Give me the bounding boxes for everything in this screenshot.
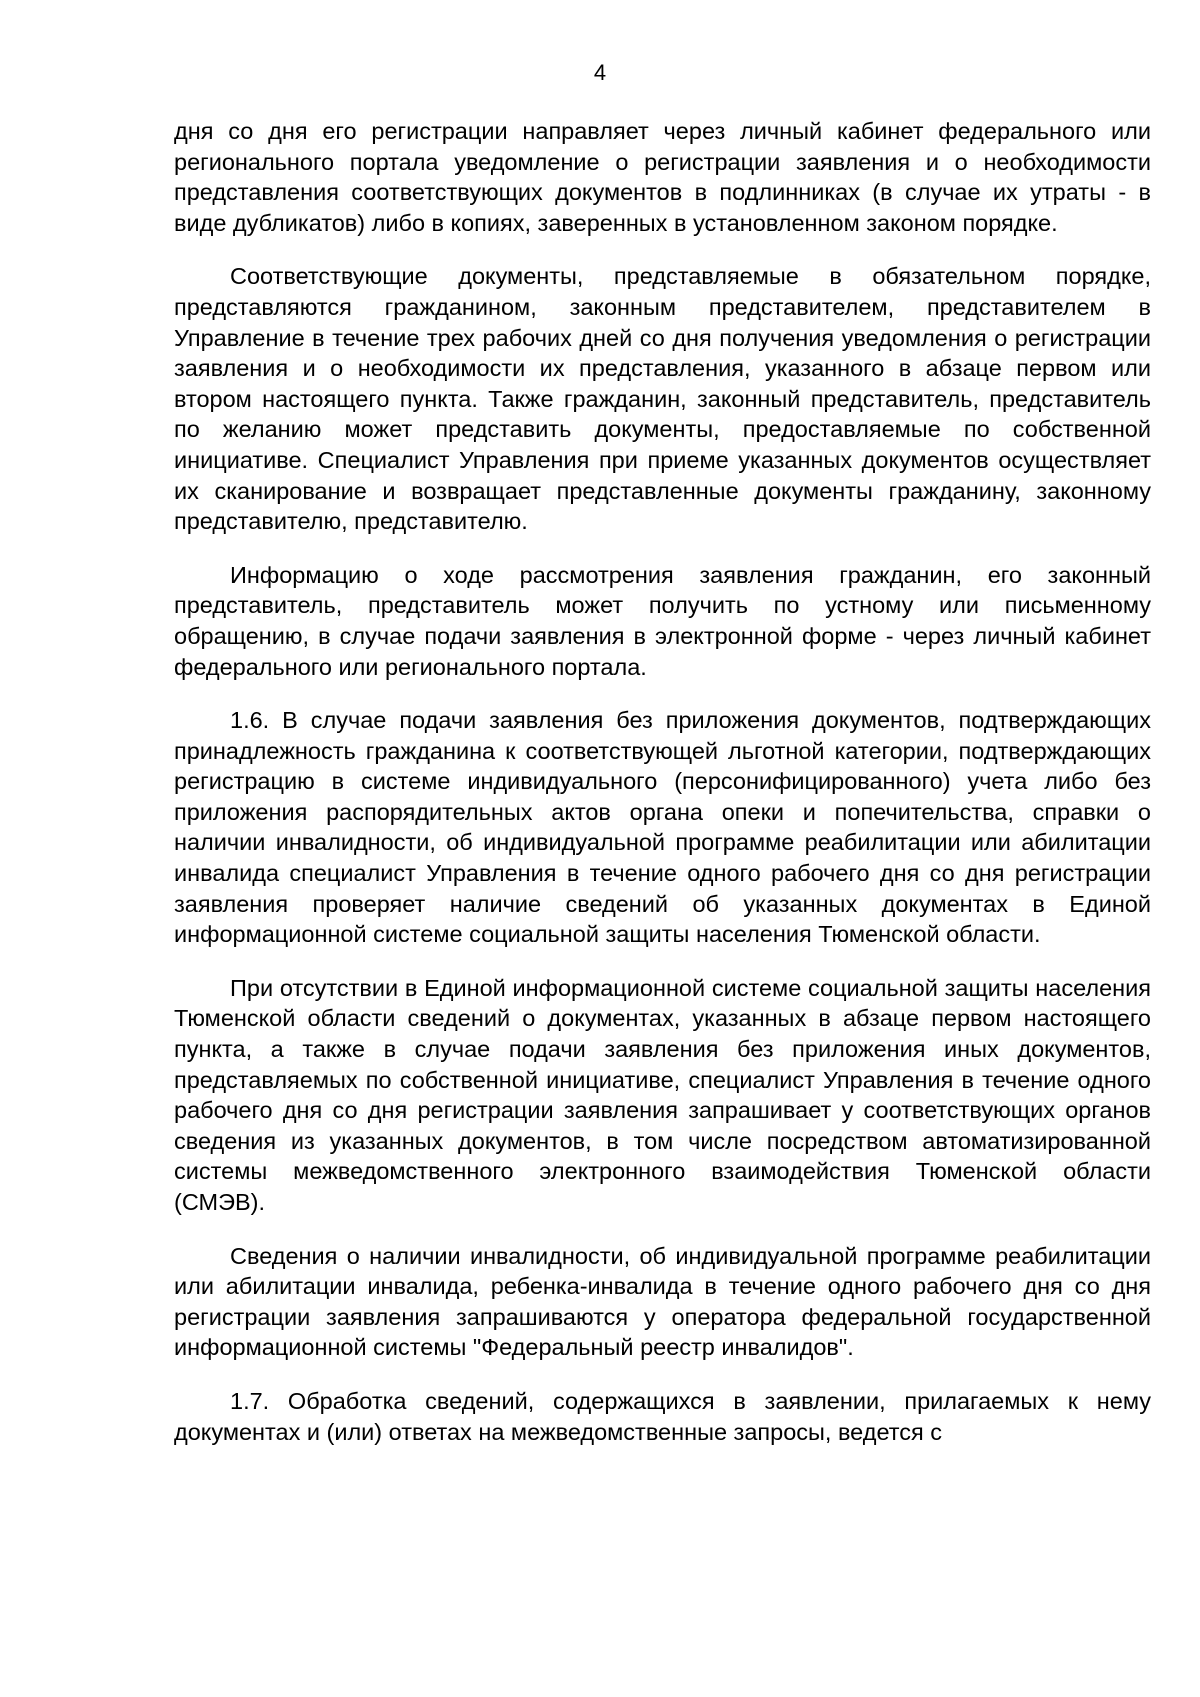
paragraph-status-information: Информацию о ходе рассмотрения заявления гражданин, его законный представитель, представитель может получить по устному или письменному обращению, в случае подачи заявления в электронной форме - через личный кабинет федерального или регионального портала. xyxy=(174,561,1151,680)
page-number: 4 xyxy=(593,60,607,85)
paragraph-documents-submission: Соответствующие документы, представляемые в обязательном порядке, представляются гражданином, законным представителем, представителем в Управление в течение трех рабочих дней со дня получения уведомления о регистрации заявления и о необходимости их представления, указанного в абзаце первом или втором настоящего пункта. Также гражданин, законный представитель, представитель по желанию может представить документы, предоставляемые по собственной инициативе. Специалист Управления при приеме указанных документов осуществляет их сканирование и возвращает представленные документы гражданину, законному представителю, представителю. xyxy=(174,263,1151,535)
paragraph-disability-registry: Сведения о наличии инвалидности, об индивидуальной программе реабилитации или абилитации инвалида, ребенка-инвалида в течение одного рабочего дня со дня регистрации заявления запрашиваются у оператора федеральной государственной информационной системы "Федеральный реестр инвалидов". xyxy=(174,1242,1151,1361)
paragraph-section-1-7: 1.7. Обработка сведений, содержащихся в заявлении, прилагаемых к нему документах и (или) ответах на межведомственные запросы, ведется с xyxy=(174,1387,1151,1445)
paragraph-continuation: дня со дня его регистрации направляет через личный кабинет федерального или регионального портала уведомление о регистрации заявления и о необходимости представления соответствующих документов в подлинниках (в случае их утраты - в виде дубликатов) либо в копиях, заверенных в установленном законом порядке. xyxy=(174,118,1151,236)
document-body xyxy=(174,116,1151,1447)
paragraph-interagency-request: При отсутствии в Единой информационной системе социальной защиты населения Тюменской области сведений о документах, указанных в абзаце первом настоящего пункта, а также в случае подачи заявления без приложения иных документов, представляемых по собственной инициативе, специалист Управления в течение одного рабочего дня со дня регистрации заявления запрашивает у соответствующих органов сведения из указанных документов, в том числе посредством автоматизированной системы межведомственного электронного взаимодействия Тюменской области (СМЭВ). xyxy=(174,974,1151,1215)
paragraph-section-1-6: 1.6. В случае подачи заявления без приложения документов, подтверждающих принадлежность гражданина к соответствующей льготной категории, подтверждающих регистрацию в системе индивидуального (персонифицированного) учета либо без приложения распорядительных актов органа опеки и попечительства, справки о наличии инвалидности, об индивидуальной программе реабилитации или абилитации инвалида специалист Управления в течение одного рабочего дня со дня регистрации заявления проверяет наличие сведений об указанных документах в Единой информационной системе социальной защиты населения Тюменской области. xyxy=(174,707,1151,948)
